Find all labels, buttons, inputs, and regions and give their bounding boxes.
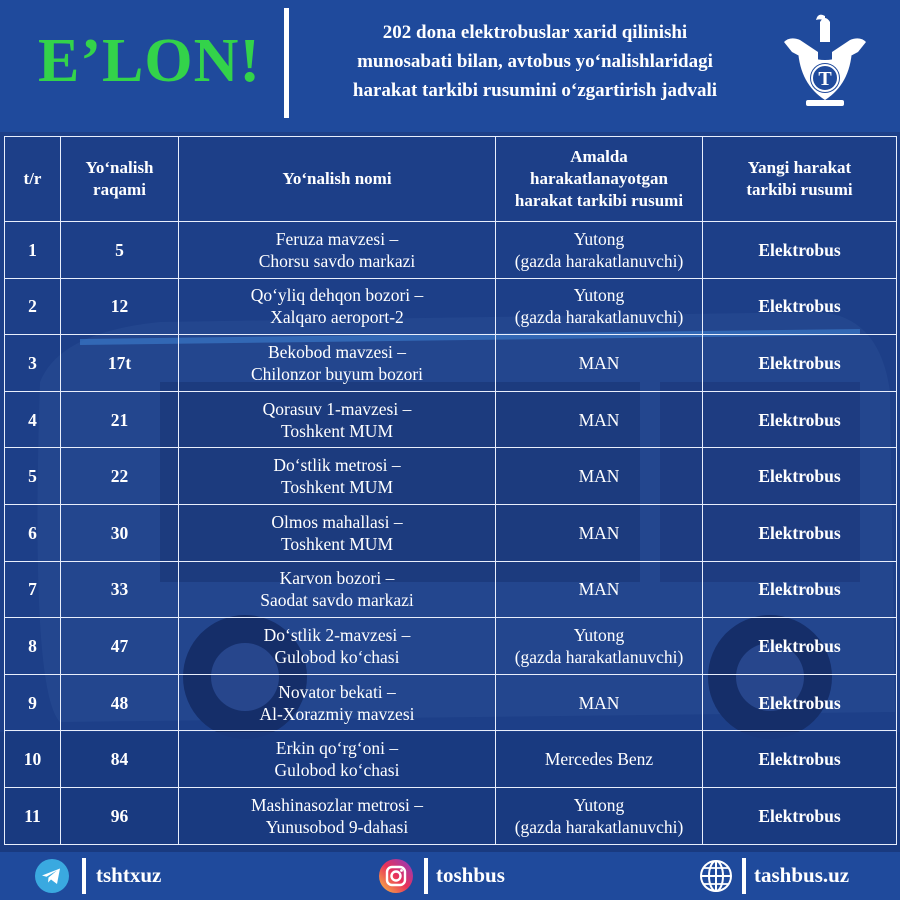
current-vehicle <box>496 561 703 618</box>
current-vehicle <box>496 448 703 505</box>
route-code: 84 <box>61 731 179 788</box>
route-name <box>179 391 496 448</box>
headline-line: harakat tarkibi rusumini o‘zgartirish jadvali <box>352 80 718 101</box>
header-line: Yangi harakat <box>747 158 852 177</box>
row-number: 2 <box>5 278 61 335</box>
table-row <box>5 618 897 675</box>
header-line: harakat tarkibi rusumi <box>514 191 684 210</box>
route-change-table <box>4 136 897 845</box>
schedule-panel <box>0 132 900 852</box>
route-code: 96 <box>61 787 179 844</box>
route-code: 12 <box>61 278 179 335</box>
route-code: 48 <box>61 674 179 731</box>
table-header-row <box>5 137 897 222</box>
header-line: Amalda <box>570 147 628 166</box>
route-name-line: Qorasuv 1-mavzesi – <box>262 398 412 419</box>
telegram-icon[interactable] <box>34 858 70 894</box>
header-banner <box>0 0 900 132</box>
route-name-line: Bekobod mavzesi – <box>267 341 407 362</box>
telegram-handle[interactable]: tshtxuz <box>96 863 162 887</box>
col-header-route-code <box>61 137 179 222</box>
row-number: 3 <box>5 335 61 392</box>
route-code: 47 <box>61 618 179 675</box>
route-name-line: Yunusobod 9-dahasi <box>265 816 409 837</box>
route-code: 5 <box>61 222 179 279</box>
row-number: 10 <box>5 731 61 788</box>
current-vehicle-line: MAN <box>578 522 620 543</box>
header-line: tarkibi rusumi <box>746 180 853 199</box>
new-vehicle: Elektrobus <box>703 278 897 335</box>
table-row <box>5 561 897 618</box>
table-row <box>5 335 897 392</box>
route-code: 17t <box>61 335 179 392</box>
current-vehicle-line: MAN <box>578 692 620 713</box>
current-vehicle-line: (gazda harakatlanuvchi) <box>514 307 684 328</box>
route-name-line: Saodat savdo markazi <box>260 590 414 611</box>
table-row <box>5 391 897 448</box>
footer-divider <box>424 858 428 894</box>
route-code: 22 <box>61 448 179 505</box>
announcement-title: E’LON! <box>38 27 261 95</box>
route-name <box>179 278 496 335</box>
footer-divider <box>82 858 86 894</box>
row-number: 6 <box>5 504 61 561</box>
table-row <box>5 787 897 844</box>
col-header-route-name: Yo‘nalish nomi <box>179 137 496 222</box>
new-vehicle: Elektrobus <box>703 222 897 279</box>
current-vehicle <box>496 278 703 335</box>
current-vehicle-line: Yutong <box>573 228 625 249</box>
route-code: 30 <box>61 504 179 561</box>
new-vehicle: Elektrobus <box>703 448 897 505</box>
col-header-number: t/r <box>5 137 61 222</box>
table-row <box>5 222 897 279</box>
current-vehicle <box>496 618 703 675</box>
website-url[interactable]: tashbus.uz <box>754 863 850 887</box>
route-name-line: Toshkent MUM <box>280 477 394 498</box>
current-vehicle-line: (gazda harakatlanuvchi) <box>514 646 684 667</box>
route-name <box>179 674 496 731</box>
current-vehicle-line: MAN <box>578 409 620 430</box>
row-number: 4 <box>5 391 61 448</box>
route-name-line: Chilonzor buyum bozori <box>250 363 424 384</box>
current-vehicle-line: MAN <box>578 579 620 600</box>
new-vehicle: Elektrobus <box>703 674 897 731</box>
route-name-line: Novator bekati – <box>278 681 396 702</box>
current-vehicle-line: (gazda harakatlanuvchi) <box>514 250 684 271</box>
route-name-line: Mashinasozlar metrosi – <box>250 794 424 815</box>
route-name-line: Gulobod ko‘chasi <box>274 646 400 667</box>
row-number: 9 <box>5 674 61 731</box>
route-name <box>179 787 496 844</box>
route-name-line: Chorsu savdo markazi <box>258 250 416 271</box>
route-name <box>179 731 496 788</box>
footer-bar <box>0 852 900 900</box>
route-name <box>179 561 496 618</box>
table-row <box>5 674 897 731</box>
toshshahartransxizmat-logo-icon <box>778 12 872 112</box>
footer-divider <box>742 858 746 894</box>
current-vehicle-line: MAN <box>578 352 620 373</box>
route-name-line: Al-Xorazmiy mavzesi <box>259 703 415 724</box>
current-vehicle <box>496 674 703 731</box>
col-header-new-vehicle <box>703 137 897 222</box>
route-code: 33 <box>61 561 179 618</box>
route-name <box>179 222 496 279</box>
headline-line: 202 dona elektrobuslar xarid qilinishi <box>382 22 688 43</box>
current-vehicle <box>496 787 703 844</box>
route-name-line: Olmos mahallasi – <box>271 511 403 532</box>
route-name <box>179 448 496 505</box>
instagram-icon[interactable] <box>378 858 414 894</box>
row-number: 5 <box>5 448 61 505</box>
route-name <box>179 335 496 392</box>
announcement-headline <box>300 18 770 105</box>
route-code: 21 <box>61 391 179 448</box>
route-name-line: Xalqaro aeroport-2 <box>270 307 404 328</box>
new-vehicle: Elektrobus <box>703 335 897 392</box>
logo-letter: T <box>818 68 832 90</box>
route-name-line: Gulobod ko‘chasi <box>274 760 400 781</box>
route-name-line: Do‘stlik 2-mavzesi – <box>263 624 411 645</box>
current-vehicle-line: (gazda harakatlanuvchi) <box>514 816 684 837</box>
header-line: harakatlanayotgan <box>530 169 668 188</box>
current-vehicle-line: Mercedes Benz <box>544 749 654 770</box>
current-vehicle <box>496 731 703 788</box>
row-number: 8 <box>5 618 61 675</box>
new-vehicle: Elektrobus <box>703 504 897 561</box>
new-vehicle: Elektrobus <box>703 618 897 675</box>
globe-icon[interactable] <box>698 858 734 894</box>
new-vehicle: Elektrobus <box>703 391 897 448</box>
row-number: 11 <box>5 787 61 844</box>
route-name <box>179 504 496 561</box>
table-row <box>5 731 897 788</box>
table-row <box>5 278 897 335</box>
row-number: 1 <box>5 222 61 279</box>
table-row <box>5 448 897 505</box>
route-name-line: Do‘stlik metrosi – <box>273 455 401 476</box>
new-vehicle: Elektrobus <box>703 731 897 788</box>
headline-line: munosabati bilan, avtobus yo‘nalishlaridagi <box>357 51 713 72</box>
current-vehicle <box>496 222 703 279</box>
route-name-line: Qo‘yliq dehqon bozori – <box>250 285 424 306</box>
col-header-current-vehicle <box>496 137 703 222</box>
route-name-line: Toshkent MUM <box>280 420 394 441</box>
route-name-line: Karvon bozori – <box>279 568 395 589</box>
header-line: raqami <box>93 180 146 199</box>
route-name-line: Erkin qo‘rg‘oni – <box>275 738 399 759</box>
current-vehicle <box>496 504 703 561</box>
current-vehicle-line: Yutong <box>573 624 625 645</box>
current-vehicle-line: MAN <box>578 466 620 487</box>
instagram-handle[interactable]: toshbus <box>436 863 505 887</box>
header-divider <box>284 8 289 118</box>
current-vehicle <box>496 391 703 448</box>
route-name <box>179 618 496 675</box>
route-name-line: Toshkent MUM <box>280 533 394 554</box>
current-vehicle <box>496 335 703 392</box>
current-vehicle-line: Yutong <box>573 794 625 815</box>
current-vehicle-line: Yutong <box>573 285 625 306</box>
row-number: 7 <box>5 561 61 618</box>
header-line: Yo‘nalish <box>85 158 154 177</box>
route-name-line: Feruza mavzesi – <box>275 228 399 249</box>
table-row <box>5 504 897 561</box>
new-vehicle: Elektrobus <box>703 787 897 844</box>
new-vehicle: Elektrobus <box>703 561 897 618</box>
